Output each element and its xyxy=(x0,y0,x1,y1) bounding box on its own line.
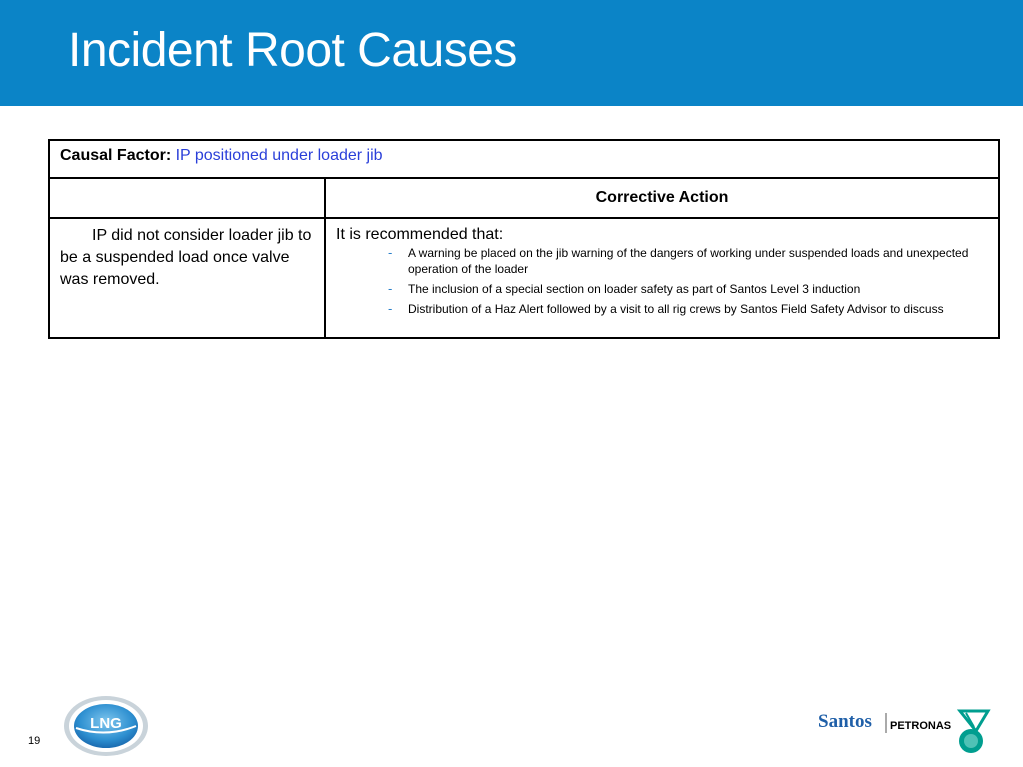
title-bar xyxy=(0,0,1023,106)
page-title: Incident Root Causes xyxy=(68,24,517,77)
action-text: The inclusion of a special section on loader safety as part of Santos Level 3 induction xyxy=(408,282,861,296)
causal-factor-label: Causal Factor: xyxy=(60,147,172,164)
list-item xyxy=(388,245,988,277)
list-item xyxy=(388,301,988,317)
action-text: Distribution of a Haz Alert followed by a visit to all rig crews by Santos Field Safety Advisor to discuss xyxy=(408,302,944,316)
table-row xyxy=(49,218,999,338)
list-item xyxy=(388,281,988,297)
causal-factor-cell xyxy=(49,140,999,178)
root-cause-table xyxy=(48,139,1000,339)
header-row xyxy=(49,178,999,218)
root-cause-text: IP did not consider loader jib to be a suspended load once valve was removed. xyxy=(60,227,312,288)
corrective-action-header: Corrective Action xyxy=(325,178,999,218)
causal-factor-value: IP positioned under loader jib xyxy=(175,147,383,164)
santos-text: Santos xyxy=(818,711,872,732)
santos-petronas-logo xyxy=(816,705,996,761)
root-cause-cell xyxy=(49,218,325,338)
dash-bullet-icon: - xyxy=(388,281,393,296)
petronas-emblem-icon xyxy=(959,711,988,753)
corrective-action-cell xyxy=(325,218,999,338)
action-list xyxy=(336,245,988,317)
empty-header-cell xyxy=(49,178,325,218)
lng-logo-icon xyxy=(62,694,150,758)
causal-factor-row xyxy=(49,140,999,178)
recommendation-intro: It is recommended that: xyxy=(336,226,504,243)
petronas-text: PETRONAS xyxy=(890,720,952,732)
page-number: 19 xyxy=(28,735,41,747)
dash-bullet-icon: - xyxy=(388,245,393,260)
lng-logo-text: LNG xyxy=(90,715,122,732)
action-text: A warning be placed on the jib warning of the dangers of working under suspended loads and unexpected operation of the loader xyxy=(408,246,969,276)
dash-bullet-icon: - xyxy=(388,301,393,316)
